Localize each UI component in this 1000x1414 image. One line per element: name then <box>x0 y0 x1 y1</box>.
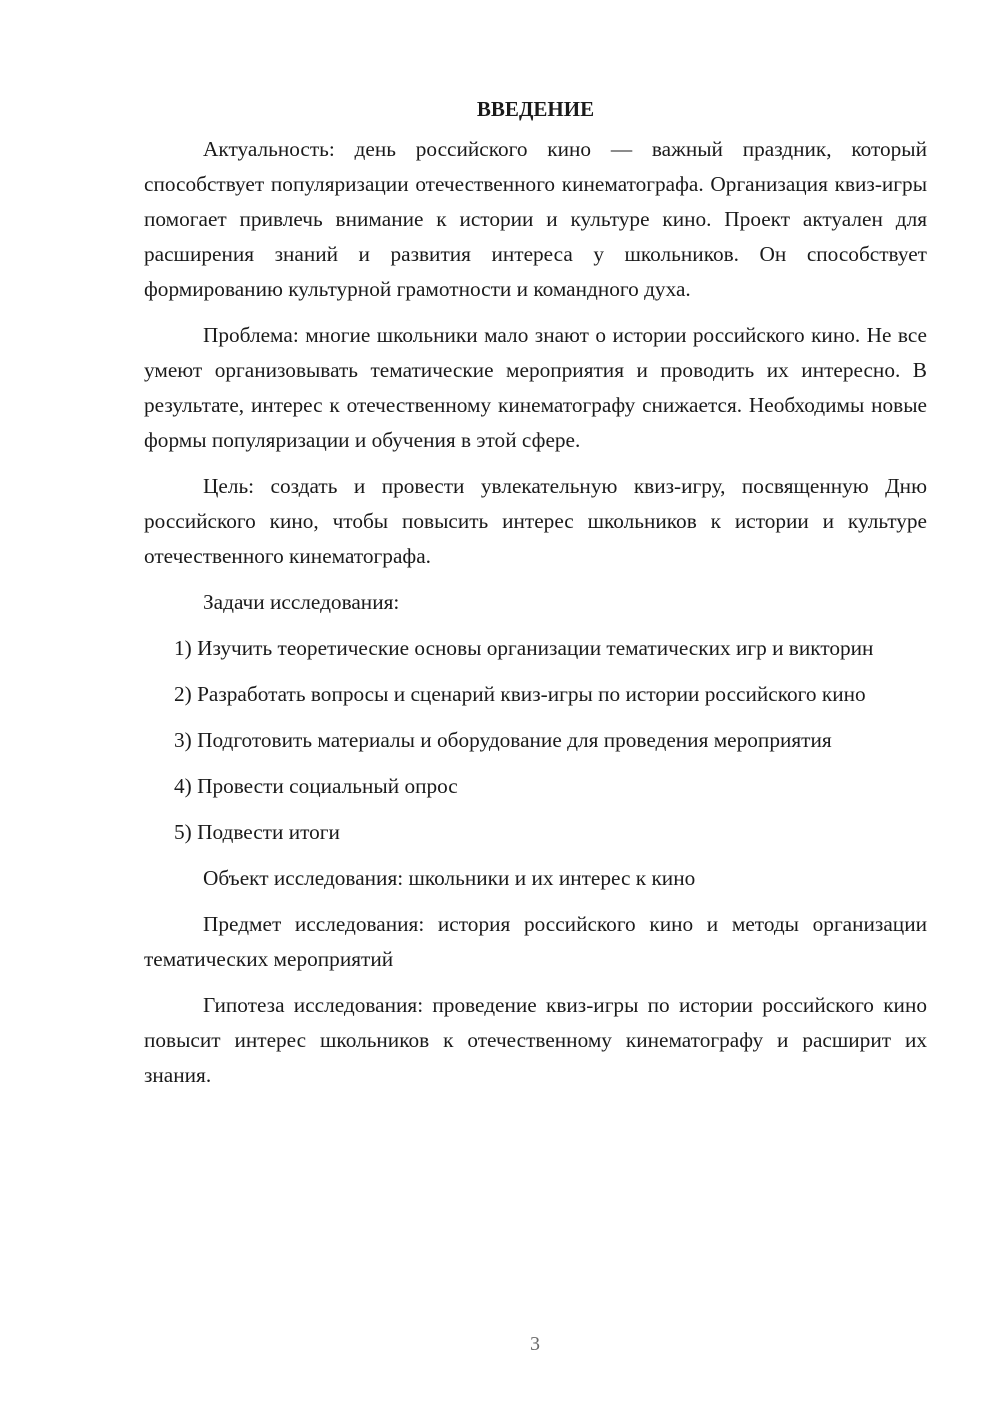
goal-paragraph: Цель: создать и провести увлекательную квиз-игру, посвященную Дню российского кино, чтобы повысить интерес школьников к истории и культуре отечественного кинематографа. <box>144 474 927 568</box>
task-item: 4) Провести социальный опрос <box>174 774 458 798</box>
page-number: 3 <box>530 1333 540 1355</box>
relevance-paragraph: Актуальность: день российского кино — важный праздник, который способствует популяризации отечественного кинематографа. Организация квиз-игры помогает привлечь внимание к истории и культуре кино. Проект актуален для расширения знаний и развития интереса у школьников. Он способствует формированию культурной грамотности и командного духа. <box>144 137 927 301</box>
document-page <box>144 92 927 1104</box>
hypothesis-paragraph: Гипотеза исследования: проведение квиз-игры по истории российского кино повысит интерес школьников к отечественному кинематографу и расширит их знания. <box>144 993 927 1087</box>
task-item: 2) Разработать вопросы и сценарий квиз-игры по истории российского кино <box>174 682 866 706</box>
problem-paragraph: Проблема: многие школьники мало знают о истории российского кино. Не все умеют организовывать тематические мероприятия и проводить их интересно. В результате, интерес к отечественному кинематографу снижается. Необходимы новые формы популяризации и обучения в этой сфере. <box>144 323 927 452</box>
section-title: ВВЕДЕНИЕ <box>476 97 595 121</box>
tasks-heading: Задачи исследования: <box>203 590 400 614</box>
task-item: 1) Изучить теоретические основы организации тематических игр и викторин <box>174 636 874 660</box>
task-item: 5) Подвести итоги <box>174 820 340 844</box>
subject-paragraph: Предмет исследования: история российского кино и методы организации тематических мероприятий <box>144 912 927 971</box>
task-item: 3) Подготовить материалы и оборудование для проведения мероприятия <box>174 728 832 752</box>
object-paragraph: Объект исследования: школьники и их интерес к кино <box>203 866 696 890</box>
